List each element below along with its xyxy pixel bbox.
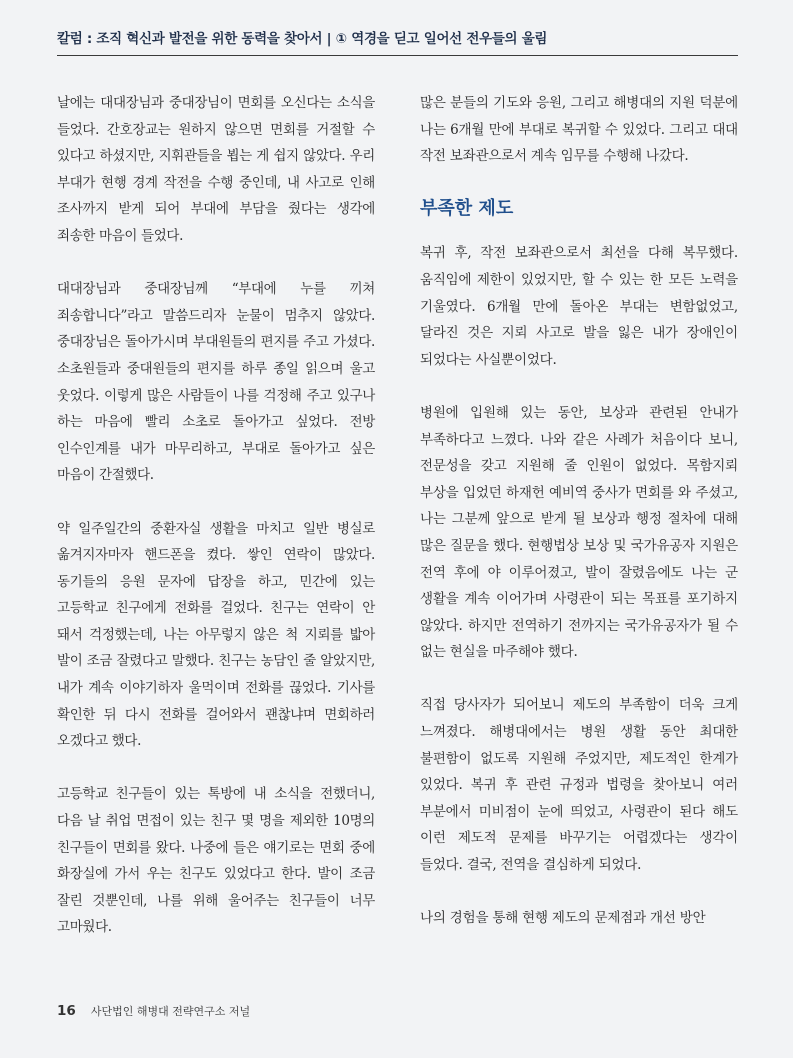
header-divider bbox=[57, 55, 738, 56]
body-paragraph: 약 일주일간의 중환자실 생활을 마치고 일반 병실로 옮겨지자마자 핸드폰을 켰다. 쌓인 연락이 많았다. 동기들의 응원 문자에 답장을 하고, 민간에 있는 고등학교 친구에게 전화를 걸었다. 친구는 연락이 안 돼서 걱정했는데, 나는 아무렇지 않은 척 지뢰를 밟아 발이 조금 잘렸다고 말했다. 친구는 농담인 줄 알았지만, 내가 계속 이야기하자 울먹이며 전화를 끊었다. 기사를 확인한 뒤 다시 전화를 걸어와서 괜찮냐며 면회하러 오겠다고 했다. bbox=[57, 520, 375, 750]
publication-name: 사단법인 해병대 전략연구소 저널 bbox=[90, 1005, 251, 1018]
right-column bbox=[420, 90, 738, 958]
body-paragraph: 복귀 후, 작전 보좌관으로서 최선을 다해 복무했다. 움직임에 제한이 있었지만, 할 수 있는 한 모든 노력을 기울였다. 6개월 만에 돌아온 부대는 변함없었고, 달라진 것은 지뢰 사고로 발을 잃은 내가 장애인이 되었다는 사실뿐이었다. bbox=[420, 245, 738, 368]
page-number: 16 bbox=[57, 1003, 76, 1019]
page-header-title: 칼럼 : 조직 혁신과 발전을 위한 동력을 찾아서 | ① 역경을 딛고 일어선 전우들의 울림 bbox=[57, 31, 548, 47]
body-paragraph: 직접 당사자가 되어보니 제도의 부족함이 더욱 크게 느껴졌다. 해병대에서는 병원 생활 동안 최대한 불편함이 없도록 지원해 주었지만, 제도적인 한계가 있었다. 복귀 후 관련 규정과 법령을 찾아보니 여러 부분에서 미비점이 눈에 띄었고, 사령관이 된다 해도 이런 제도적 문제를 바꾸기는 어렵겠다는 생각이 들었다. 결국, 전역을 결심하게 되었다. bbox=[420, 697, 738, 874]
body-paragraph: 많은 분들의 기도와 응원, 그리고 해병대의 지원 덕분에 나는 6개월 만에 부대로 복귀할 수 있었다. 그리고 대대 작전 보좌관으로서 계속 임무를 수행해 나갔다. bbox=[420, 95, 738, 165]
body-paragraph: 대대장님과 중대장님께 “부대에 누를 끼쳐 죄송합니다”라고 말씀드리자 눈물이 멈추지 않았다. 중대장님은 돌아가시며 부대원들의 편지를 주고 가셨다. 소초원들과 중대원들의 편지를 하루 종일 읽으며 울고 웃었다. 이렇게 많은 사람들이 나를 걱정해 주고 있구나 하는 마음에 빨리 소초로 돌아가고 싶었다. 전방 인수인계를 내가 마무리하고, 부대로 돌아가고 싶은 마음이 간절했다. bbox=[57, 281, 375, 484]
body-paragraph: 날에는 대대장님과 중대장님이 면회를 오신다는 소식을 들었다. 간호장교는 원하지 않으면 면회를 거절할 수 있다고 하셨지만, 지휘관들을 뵙는 게 쉽지 않았다. 우리 부대가 현행 경계 작전을 수행 중인데, 내 사고로 인해 조사까지 받게 되어 부대에 부담을 줬다는 생각에 죄송한 마음이 들었다. bbox=[57, 95, 375, 244]
left-column bbox=[57, 90, 375, 968]
body-paragraph: 나의 경험을 통해 현행 제도의 문제점과 개선 방안 bbox=[420, 910, 706, 927]
body-paragraph: 병원에 입원해 있는 동안, 보상과 관련된 안내가 부족하다고 느꼈다. 나와 같은 사례가 처음이다 보니, 전문성을 갖고 지원해 줄 인원이 없었다. 목함지뢰 부상을 입었던 하재헌 예비역 중사가 면회를 와 주셨고, 나는 그분께 앞으로 받게 될 보상과 행정 절차에 대해 많은 질문을 했다. 현행법상 보상 및 국가유공자 지원은 전역 후에 야 이루어졌고, 발이 잘렸음에도 나는 군 생활을 계속 이어가며 사령관이 되는 목표를 포기하지 않았다. 하지만 전역하기 전까지는 국가유공자가 될 수 없는 현실을 마주해야 했다. bbox=[420, 404, 738, 661]
page-footer bbox=[57, 1000, 250, 1019]
section-heading: 부족한 제도 bbox=[420, 198, 514, 220]
body-paragraph: 고등학교 친구들이 있는 톡방에 내 소식을 전했더니, 다음 날 취업 면접이 있는 친구 몇 명을 제외한 10명의 친구들이 면회를 왔다. 나중에 들은 얘기로는 면회 중에 화장실에 가서 우는 친구도 있었다고 한다. 발이 조금 잘린 것뿐인데, 나를 위해 울어주는 친구들이 너무 고마웠다. bbox=[57, 786, 375, 936]
